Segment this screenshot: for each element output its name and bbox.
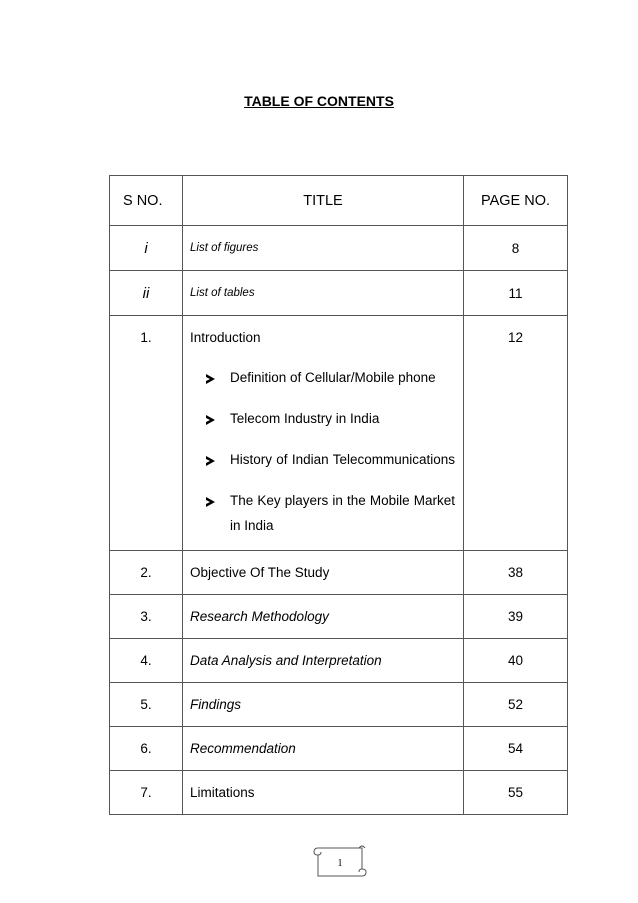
- row-page: 55: [464, 771, 568, 815]
- row-page: 11: [464, 271, 568, 316]
- row-page: 54: [464, 727, 568, 771]
- row-title: List of tables: [183, 271, 464, 316]
- table-row: [110, 226, 568, 271]
- row-sno: 2.: [110, 551, 183, 595]
- row-title: Recommendation: [183, 727, 464, 771]
- row-page: 12: [464, 316, 568, 551]
- row-title: Data Analysis and Interpretation: [183, 639, 464, 683]
- page-title-text: TABLE OF CONTENTS: [244, 93, 394, 109]
- sub-topic-list: [190, 365, 463, 538]
- page-title: [0, 93, 638, 109]
- row-title: Introduction: [190, 330, 261, 345]
- sub-topic-label: The Key players in the Mobile Market in India: [230, 493, 455, 533]
- toc-header-row: [110, 176, 568, 226]
- sub-topic-label: History of Indian Telecommunications: [230, 452, 455, 467]
- sub-topic-item: [206, 406, 455, 431]
- arrow-bullet-icon: [206, 497, 215, 507]
- row-page: 38: [464, 551, 568, 595]
- row-title-cell: [183, 316, 464, 551]
- row-sno: 6.: [110, 727, 183, 771]
- table-row: [110, 271, 568, 316]
- row-sno: 3.: [110, 595, 183, 639]
- table-row: [110, 551, 568, 595]
- row-sno: 1.: [110, 316, 183, 551]
- table-row: [110, 595, 568, 639]
- row-title: Limitations: [183, 771, 464, 815]
- sub-topic-item: [206, 488, 455, 538]
- column-header-sno: S NO.: [110, 176, 183, 226]
- row-title: Objective Of The Study: [183, 551, 464, 595]
- row-sno: 5.: [110, 683, 183, 727]
- page-number: 1: [337, 858, 343, 869]
- sub-topic-label: Definition of Cellular/Mobile phone: [230, 370, 436, 385]
- table-row: [110, 639, 568, 683]
- row-sno: ii: [110, 271, 183, 316]
- row-sno: 7.: [110, 771, 183, 815]
- row-page: 40: [464, 639, 568, 683]
- row-title: List of figures: [183, 226, 464, 271]
- arrow-bullet-icon: [206, 374, 215, 384]
- row-title: Findings: [183, 683, 464, 727]
- row-page: 8: [464, 226, 568, 271]
- column-header-title: TITLE: [183, 176, 464, 226]
- toc-table: [109, 175, 568, 815]
- sub-topic-item: [206, 365, 455, 390]
- row-title: Research Methodology: [183, 595, 464, 639]
- row-sno: 4.: [110, 639, 183, 683]
- row-sno: i: [110, 226, 183, 271]
- table-row: [110, 771, 568, 815]
- table-row: [110, 727, 568, 771]
- page-number-footer: [310, 840, 370, 882]
- sub-topic-item: [206, 447, 455, 472]
- column-header-page: PAGE NO.: [464, 176, 568, 226]
- row-page: 39: [464, 595, 568, 639]
- arrow-bullet-icon: [206, 456, 215, 466]
- arrow-bullet-icon: [206, 415, 215, 425]
- table-row: [110, 316, 568, 551]
- table-row: [110, 683, 568, 727]
- row-page: 52: [464, 683, 568, 727]
- sub-topic-label: Telecom Industry in India: [230, 411, 380, 426]
